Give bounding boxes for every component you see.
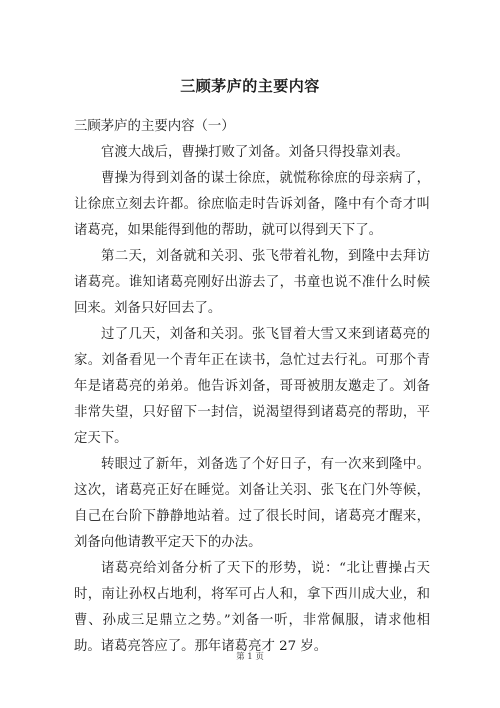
paragraph-4: 过了几天，刘备和关羽。张飞冒着大雪又来到诸葛亮的家。刘备看见一个青年正在读书，急忙过去行礼。可那个青年是诸葛亮的弟弟。他告诉刘备，哥哥被朋友邀走了。刘备非常失望，只好留下一封信，说渴望得到诸葛亮的帮助，平定天下。 [74,327,430,446]
paragraph-5: 转眼过了新年，刘备选了个好日子，有一次来到隆中。这次，诸葛亮正好在睡觉。刘备让关羽、张飞在门外等候，自己在台阶下静静地站着。过了很长时间，诸葛亮才醒来，刘备向他请教平定天下的办法。 [74,457,430,550]
paragraph-2: 曹操为得到刘备的谋士徐庶，就慌称徐庶的母亲病了，让徐庶立刻去许都。徐庶临走时告诉刘备，隆中有个奇才叫诸葛亮，如果能得到他的帮助，就可以得到天下了。 [74,171,430,238]
paragraph-6: 诸葛亮给刘备分析了天下的形势，说：“北让曹操占天时，南让孙权占地利，将军可占人和，拿下西川成大业，和曹、孙成三足鼎立之势。”刘备一听，非常佩服，请求他相助。诸葛亮答应了。那年诸葛亮才 27 岁。 [74,561,430,654]
paragraph-1: 官渡大战后，曹操打败了刘备。刘备只得投靠刘表。 [101,145,409,160]
paragraph-3: 第二天，刘备就和关羽、张飞带着礼物，到隆中去拜访诸葛亮。谁知诸葛亮刚好出游去了，书童也说不准什么时候回来。刘备只好回去了。 [74,249,430,316]
document-body [74,114,430,660]
document-subtitle: 三顾茅庐的主要内容（一） [74,119,235,134]
page-number: 第 1 页 [236,652,264,662]
document-title: 三顾茅庐的主要内容 [180,77,320,95]
